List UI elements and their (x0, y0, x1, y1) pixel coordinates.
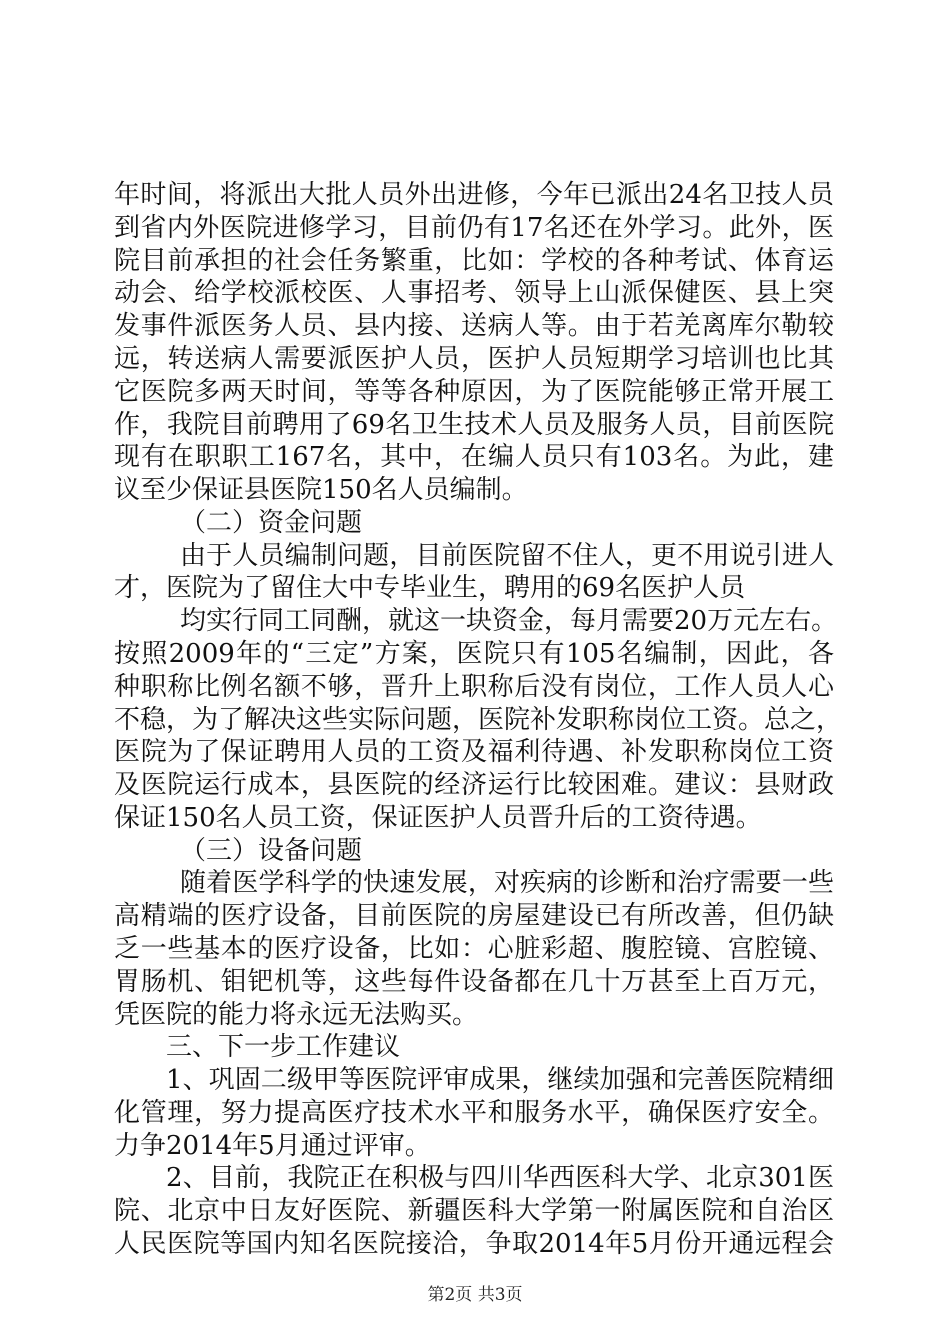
text-line: 胃肠机、钼钯机等，这些每件设备都在几十万甚至上百万元， (114, 966, 834, 997)
text-line: 动会、给学校派校医、人事招考、领导上山派保健医、县上突 (114, 278, 834, 309)
section-heading: 三、下一步工作建议 (166, 1032, 401, 1063)
text-line: 保证150名人员工资，保证医护人员晋升后的工资待遇。 (114, 802, 762, 833)
text-line: 议至少保证县医院150名人员编制。 (114, 475, 528, 505)
text-line: 年时间，将派出大批人员外出进修，今年已派出24名卫技人员 (114, 180, 834, 210)
text-line: 院、北京中日友好医院、新疆医科大学第一附属医院和自治区 (114, 1196, 834, 1227)
section-heading: （二）资金问题 (180, 507, 363, 538)
text-line: 高精端的医疗设备，目前医院的房屋建设已有所改善，但仍缺 (114, 901, 834, 932)
text-line: 按照2009年的“三定”方案，医院只有105名编制，因此，各 (114, 638, 834, 669)
text-line: 随着医学科学的快速发展，对疾病的诊断和治疗需要一些 (180, 868, 834, 899)
text-line: 由于人员编制问题，目前医院留不住人，更不用说引进人 (180, 540, 834, 571)
text-line: 才，医院为了留住大中专毕业生，聘用的69名医护人员 (114, 573, 746, 604)
text-line: 2、目前，我院正在积极与四川华西医科大学、北京301医 (166, 1163, 834, 1194)
text-line: 到省内外医院进修学习，目前仍有17名还在外学习。此外，医 (114, 212, 834, 243)
section-heading: （三）设备问题 (180, 835, 363, 866)
page-footer: 第2页 共3页 (427, 1285, 523, 1305)
text-line: 种职称比例名额不够，晋升上职称后没有岗位，工作人员人心 (114, 671, 834, 702)
text-line: 不稳，为了解决这些实际问题，医院补发职称岗位工资。总之， (114, 704, 843, 735)
text-line: 远，转送病人需要派医护人员，医护人员短期学习培训也比其 (114, 343, 834, 374)
text-line: 及医院运行成本，县医院的经济运行比较困难。建议：县财政 (114, 770, 834, 801)
text-line: 乏一些基本的医疗设备，比如：心脏彩超、腹腔镜、宫腔镜、 (114, 934, 834, 964)
text-line: 现有在职职工167名，其中，在编人员只有103名。为此，建 (114, 442, 834, 473)
text-line: 力争2014年5月通过评审。 (114, 1130, 431, 1161)
text-line: 均实行同工同酬，就这一块资金，每月需要20万元左右。 (180, 606, 838, 637)
text-line: 凭医院的能力将永远无法购买。 (114, 999, 479, 1030)
text-line: 发事件派医务人员、县内接、送病人等。由于若羌离库尔勒较 (114, 311, 834, 342)
text-line: 化管理，努力提高医疗技术水平和服务水平，确保医疗安全。 (114, 1097, 834, 1128)
text-line: 它医院多两天时间，等等各种原因，为了医院能够正常开展工 (114, 376, 834, 407)
text-line: 院目前承担的社会任务繁重，比如：学校的各种考试、体育运 (114, 245, 834, 276)
text-line: 医院为了保证聘用人员的工资及福利待遇、补发职称岗位工资 (114, 737, 834, 768)
text-line: 1、巩固二级甲等医院评审成果，继续加强和完善医院精细 (166, 1065, 834, 1096)
text-line: 人民医院等国内知名医院接洽，争取2014年5月份开通远程会 (114, 1229, 834, 1259)
text-line: 作，我院目前聘用了69名卫生技术人员及服务人员，目前医院 (114, 409, 834, 440)
